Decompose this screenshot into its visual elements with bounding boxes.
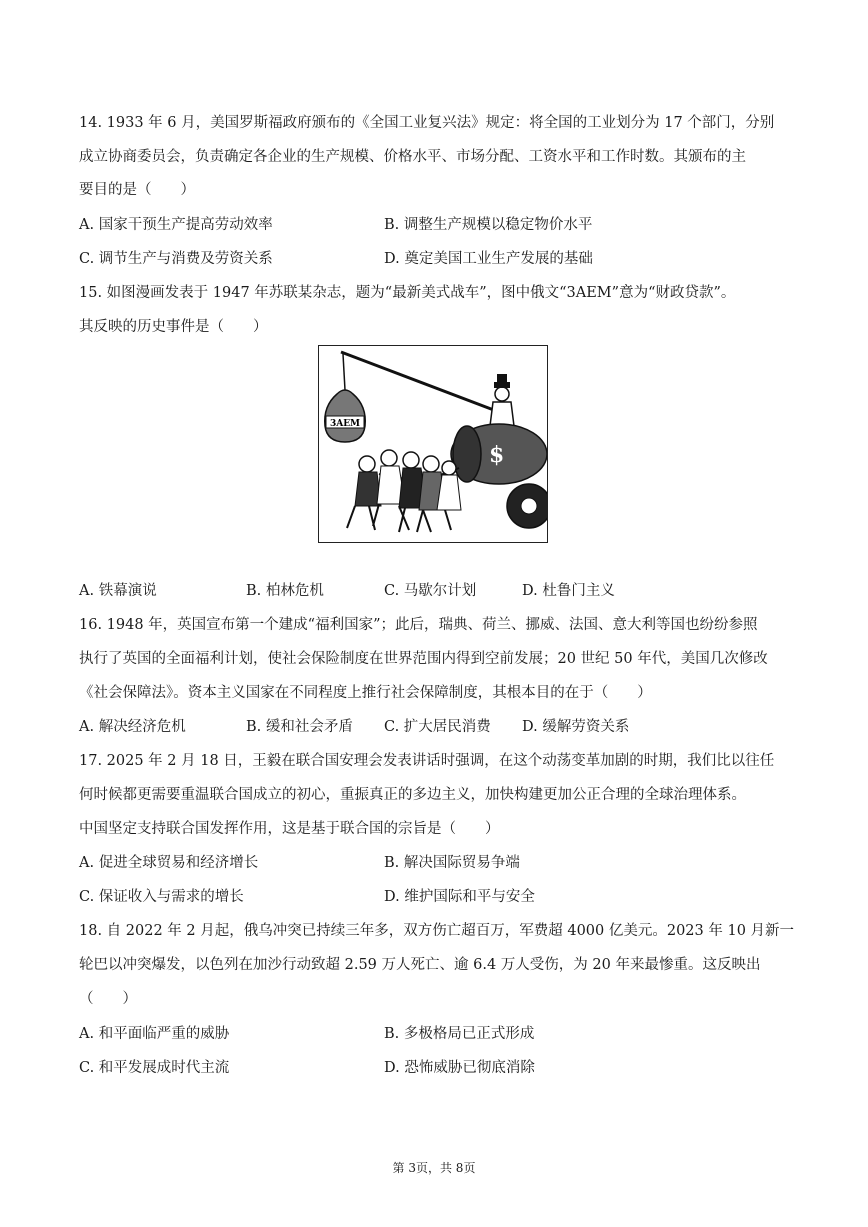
q14-option-c: C. 调节生产与消费及劳资关系 xyxy=(79,251,273,267)
q14-stem-line-2: 成立协商委员会，负责确定各企业的生产规模、价格水平、市场分配、工资水平和工作时数。其颁布的主 xyxy=(79,149,746,165)
q16-option-a: A. 解决经济危机 xyxy=(79,719,186,735)
dollar-sign: $ xyxy=(489,442,505,468)
q17-stem-line-2: 何时候都更需要重温联合国成立的初心，重振真正的多边主义，加快构建更加公正合理的全球治理体系。 xyxy=(79,787,746,803)
rider-head xyxy=(495,387,509,401)
q16-option-c: C. 扩大居民消费 xyxy=(384,719,491,735)
q17-option-b: B. 解决国际贸易争端 xyxy=(384,855,520,871)
bag-label: 3AEM xyxy=(329,419,361,429)
q15-option-b: B. 柏林危机 xyxy=(246,583,324,599)
barrel-end xyxy=(453,426,481,482)
q14-stem-line-3: 要目的是（ ） xyxy=(79,182,195,198)
q15-option-c: C. 马歇尔计划 xyxy=(384,583,477,599)
q17-stem-line-3: 中国坚定支持联合国发挥作用，这是基于联合国的宗旨是（ ） xyxy=(79,821,500,837)
q17-option-c: C. 保证收入与需求的增长 xyxy=(79,889,244,905)
q16-stem-line-2: 执行了英国的全面福利计划，使社会保险制度在世界范围内得到空前发展；20 世纪 50 年代，美国几次修改 xyxy=(79,651,768,667)
wheel-hub xyxy=(521,498,537,514)
q15-stem-line-1: 15. 如图漫画发表于 1947 年苏联某杂志，题为“最新美式战车”，图中俄文“3AEM”意为“财政贷款”。 xyxy=(79,285,736,301)
q16-option-d: D. 缓解劳资关系 xyxy=(522,719,630,735)
q16-stem-line-3: 《社会保障法》。资本主义国家在不同程度上推行社会保障制度，其根本目的在于（ ） xyxy=(79,685,652,701)
page-footer: 第 3页，共 8页 xyxy=(392,1161,476,1175)
cartoon-drawing xyxy=(319,346,547,542)
q14-option-d: D. 奠定美国工业生产发展的基础 xyxy=(384,251,593,267)
q14-option-b: B. 调整生产规模以稳定物价水平 xyxy=(384,217,593,233)
q15-stem-line-2: 其反映的历史事件是（ ） xyxy=(79,319,268,335)
q18-option-d: D. 恐怖威胁已彻底消除 xyxy=(384,1060,535,1076)
q17-option-d: D. 维护国际和平与安全 xyxy=(384,889,535,905)
q17-stem-line-1: 17. 2025 年 2 月 18 日，王毅在联合国安理会发表讲话时强调，在这个动荡变革加剧的时期，我们比以往任 xyxy=(79,753,775,769)
q18-stem-line-1: 18. 自 2022 年 2 月起，俄乌冲突已持续三年多，双方伤亡超百万，军费超 4000 亿美元。2023 年 10 月新一 xyxy=(79,923,795,939)
q15-option-d: D. 杜鲁门主义 xyxy=(522,583,615,599)
top-hat-crown xyxy=(497,374,507,383)
q17-option-a: A. 促进全球贸易和经济增长 xyxy=(79,855,259,871)
q14-stem-line-1: 14. 1933 年 6 月，美国罗斯福政府颁布的《全国工业复兴法》规定：将全国的工业划分为 17 个部门，分别 xyxy=(79,115,775,131)
cartoon-image xyxy=(318,345,548,543)
q15-option-a: A. 铁幕演说 xyxy=(79,583,157,599)
q14-option-a: A. 国家干预生产提高劳动效率 xyxy=(79,217,273,233)
q18-stem-line-3: （ ） xyxy=(79,991,137,1007)
q18-option-c: C. 和平发展成时代主流 xyxy=(79,1060,230,1076)
pole-line xyxy=(341,352,499,412)
q18-stem-line-2: 轮巴以冲突爆发，以色列在加沙行动致超 2.59 万人死亡、逾 6.4 万人受伤，为 20 年来最惨重。这反映出 xyxy=(79,957,761,973)
q16-option-b: B. 缓和社会矛盾 xyxy=(246,719,353,735)
rope-line xyxy=(343,354,345,390)
q18-option-a: A. 和平面临严重的威胁 xyxy=(79,1026,230,1042)
pulling-crowd xyxy=(347,450,461,532)
q16-stem-line-1: 16. 1948 年，英国宣布第一个建成“福利国家”；此后，瑞典、荷兰、挪威、法国、意大利等国也纷纷参照 xyxy=(79,617,758,633)
q18-option-b: B. 多极格局已正式形成 xyxy=(384,1026,535,1042)
